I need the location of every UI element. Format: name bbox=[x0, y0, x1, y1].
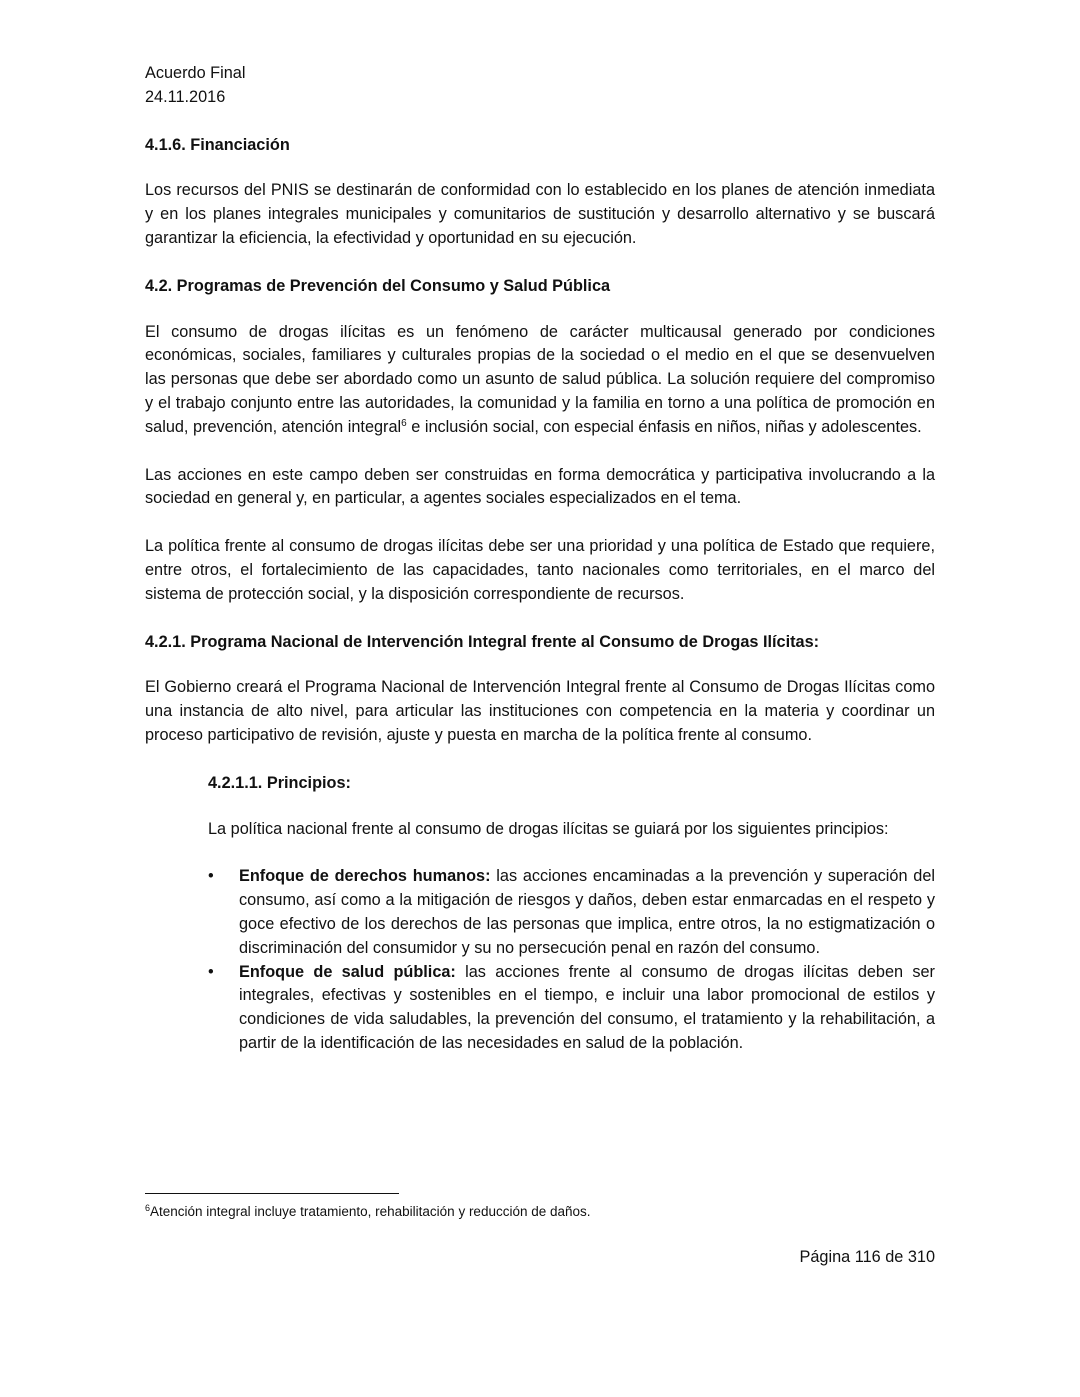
paragraph-consumo-drogas bbox=[145, 321, 935, 440]
footnote-text: Atención integral incluye tratamiento, rehabilitación y reducción de daños. bbox=[150, 1204, 591, 1219]
principles-list bbox=[208, 865, 935, 1055]
bullet-text: las acciones frente al consumo de drogas ilícitas deben ser integrales, efectivas y sostenibles en el tiempo, e incluir una labor promocional de estilos y condiciones de vida saludables, la prevención del consumo, el tratamiento y la rehabilitación, a partir de la identificación de las necesidades en salud de la población. bbox=[239, 962, 935, 1052]
heading-4-2-1: 4.2.1. Programa Nacional de Intervención Integral frente al Consumo de Drogas Ilícitas: bbox=[145, 632, 820, 651]
heading-4-1-6: 4.1.6. Financiación bbox=[145, 135, 290, 154]
paragraph-principios-intro: La política nacional frente al consumo de drogas ilícitas se guiará por los siguientes principios: bbox=[208, 819, 889, 838]
bullet-text: las acciones encaminadas a la prevención y superación del consumo, así como a la mitigación de riesgos y daños, deben estar enmarcadas en el respeto y goce efectivo de los derechos de las personas que implica, entre otros, la no estigmatización o discriminación del consumidor y su no persecución penal en razón del consumo. bbox=[239, 867, 935, 957]
footnote-divider bbox=[145, 1193, 399, 1194]
document-header bbox=[145, 62, 935, 110]
list-item bbox=[208, 865, 935, 960]
header-title: Acuerdo Final bbox=[145, 64, 246, 82]
paragraph-programa-nacional: El Gobierno creará el Programa Nacional de Intervención Integral frente al Consumo de Drogas Ilícitas como una instancia de alto nivel, para articular las instituciones con competencia en la materia y coordinar un proceso participativo de revisión, ajuste y puesta en marcha de la política frente al consumo. bbox=[145, 678, 935, 744]
list-item bbox=[208, 961, 935, 1056]
bullet-title: Enfoque de derechos humanos: bbox=[239, 867, 491, 886]
paragraph-consumo-drogas-b: e inclusión social, con especial énfasis en niños, niñas y adolescentes. bbox=[406, 417, 922, 436]
bullet-title: Enfoque de salud pública: bbox=[239, 962, 456, 981]
bullet-point: • bbox=[208, 867, 214, 886]
document-page bbox=[145, 62, 935, 1056]
paragraph-financiacion: Los recursos del PNIS se destinarán de conformidad con lo establecido en los planes de atención inmediata y en los planes integrales municipales y comunitarios de sustitución y desarrollo alternativo y se buscará garantizar la eficiencia, la efectividad y oportunidad en su ejecución. bbox=[145, 181, 935, 247]
paragraph-consumo-drogas-a: El consumo de drogas ilícitas es un fenómeno de carácter multicausal generado por condiciones económicas, sociales, familiares y culturales propias de la sociedad o el medio en el que se desenvuelven las personas que debe ser abordado como un asunto de salud pública. La solución requiere del compromiso y el trabajo conjunto entre las autoridades, la comunidad y la familia en torno a una política de promoción en salud, prevención, atención integral bbox=[145, 322, 935, 436]
footnote-ref: 6 bbox=[401, 417, 407, 429]
heading-4-2-1-1: 4.2.1.1. Principios: bbox=[208, 773, 351, 792]
heading-4-2: 4.2. Programas de Prevención del Consumo y Salud Pública bbox=[145, 276, 611, 295]
footnote bbox=[145, 1203, 591, 1221]
header-date: 24.11.2016 bbox=[145, 87, 226, 106]
page-number: Página 116 de 310 bbox=[799, 1248, 935, 1266]
footnote-number: 6 bbox=[145, 1203, 151, 1213]
paragraph-acciones: Las acciones en este campo deben ser construidas en forma democrática y participativa involucrando a la sociedad en general y, en particular, a agentes sociales especializados en el tema. bbox=[145, 465, 935, 508]
paragraph-politica: La política frente al consumo de drogas ilícitas debe ser una prioridad y una política de Estado que requiere, entre otros, el fortalecimiento de las capacidades, tanto nacionales como territoriales, en el marco del sistema de protección social, y la disposición correspondiente de recursos. bbox=[145, 537, 935, 603]
bullet-point: • bbox=[208, 962, 214, 981]
